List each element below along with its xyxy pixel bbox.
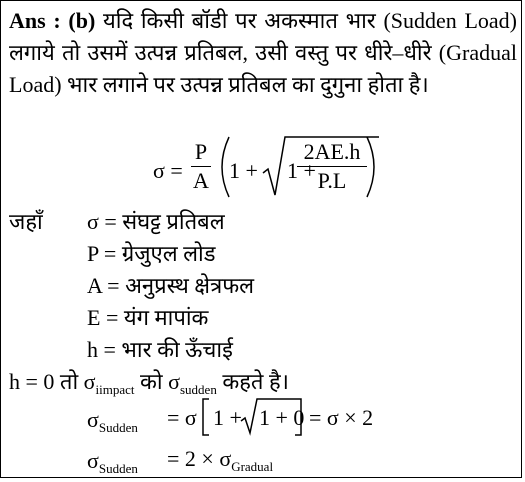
eq1-radicand: 1 + 0 — [259, 405, 305, 430]
fraction-p-over-a — [191, 139, 211, 194]
eq2-rhs: = $2 \times \sigma_{Gradual}$ — [167, 446, 274, 474]
fraction-numerator: P — [194, 139, 208, 164]
eq2-lhs: $\sigma_{Sudden}$ — [87, 448, 138, 476]
condition-sub-sudden: sudden — [179, 382, 217, 397]
where-item-a: A = अनुप्रस्थ क्षेत्रफल — [87, 273, 255, 298]
eq2-sub-gradual: Gradual — [231, 459, 274, 474]
right-paren-icon — [363, 135, 383, 199]
where-item-sigma: σ = संघट्ट प्रतिबल — [87, 209, 225, 234]
eq1-rhs-b: = σ × 2 — [309, 405, 374, 430]
formula-one-plus-outer: 1 + — [229, 158, 258, 183]
eq2-sub: Sudden — [98, 461, 138, 476]
condition-sub-impact: iimpact — [95, 382, 135, 397]
condition-start: h = 0 तो σ — [9, 369, 96, 394]
where-item-h: h = भार की ऊँचाई — [87, 337, 233, 362]
eq1-rhs-a: = σ — [167, 405, 197, 430]
fraction-numerator-2aeh: 2AE.h — [303, 139, 361, 164]
where-item-p: P = ग्रेजुएल लोड — [87, 241, 216, 266]
answer-option: (b) — [68, 8, 96, 33]
fraction-2aeh-over-pl — [297, 139, 367, 194]
fraction-denominator: A — [193, 168, 209, 193]
formula-one-plus-inner: 1 + — [287, 158, 316, 183]
answer-paragraph — [9, 5, 517, 101]
answer-text: यदि किसी बॉडी पर अकस्मात भार (Sudden Load) लगाये तो उसमें उत्पन्न प्रतिबल, उसी वस्तु पर धीरे–धीरे (Gradual Load) भार लगाने पर उत्पन्न प्रतिबल का दुगुना होता है। — [9, 8, 518, 97]
answer-prefix: Ans : — [9, 8, 69, 33]
fraction-denominator-pl: P.L — [317, 168, 347, 193]
where-item-e: E = यंग मापांक — [87, 305, 209, 330]
where-label: जहाँ — [9, 209, 43, 234]
eq1-lhs: $\sigma_{Sudden}$ — [87, 407, 138, 435]
condition-end: कहते है। — [216, 369, 289, 394]
condition-mid: को σ — [134, 369, 180, 394]
right-bracket-icon — [293, 397, 305, 437]
eq1-one-plus: 1 + — [213, 405, 242, 430]
formula-lhs: σ = — [153, 158, 183, 183]
left-bracket-icon — [199, 397, 211, 437]
eq1-sub: Sudden — [98, 420, 138, 435]
